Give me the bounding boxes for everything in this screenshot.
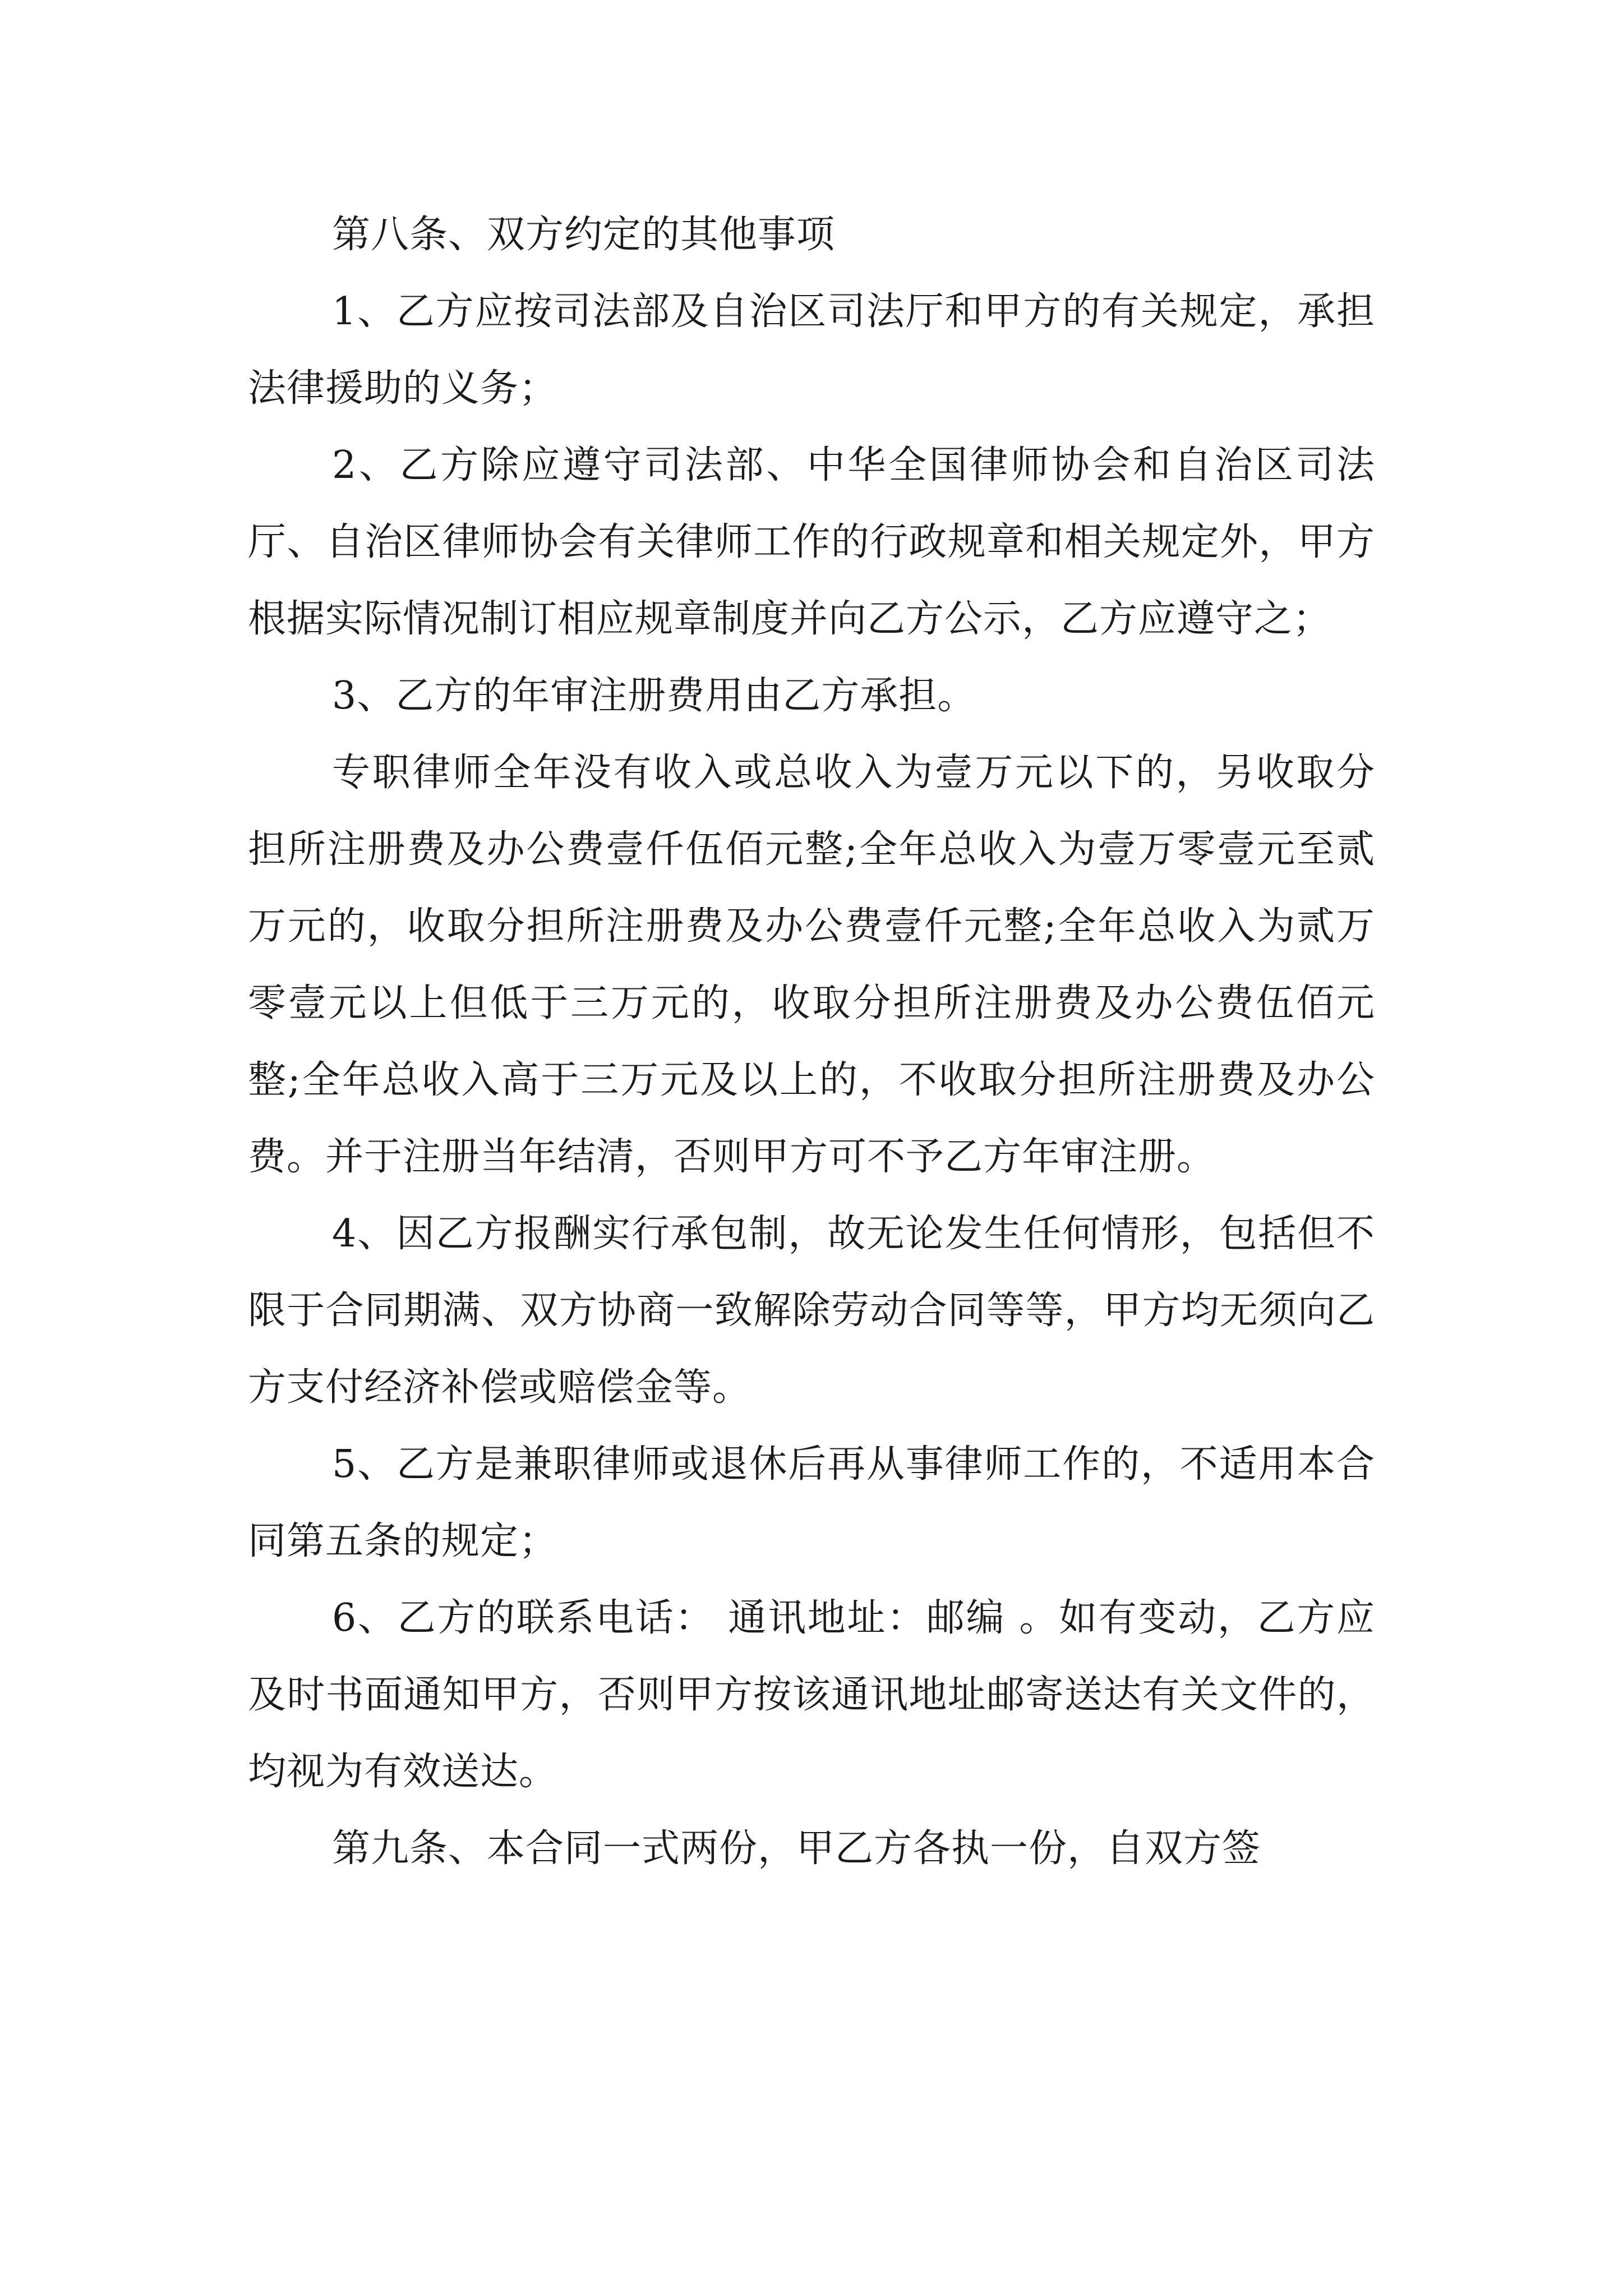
clause-3-paragraph: 3、乙方的年审注册费用由乙方承担。	[332, 674, 976, 718]
clause-1-paragraph: 1、乙方应按司法部及自治区司法厅和甲方的有关规定，承担法律援助的义务；	[248, 289, 1375, 411]
clause-2-paragraph: 2、乙方除应遵守司法部、中华全国律师协会和自治区司法厅、自治区律师协会有关律师工作的行政规章和相关规定外，甲方根据实际情况制订相应规章制度并向乙方公示，乙方应遵守之；	[248, 443, 1375, 641]
clause-4-paragraph: 4、因乙方报酬实行承包制，故无论发生任何情形，包括但不限于合同期满、双方协商一致解除劳动合同等等，甲方均无须向乙方支付经济补偿或赔偿金等。	[248, 1212, 1375, 1410]
fee-schedule-paragraph: 专职律师全年没有收入或总收入为壹万元以下的，另收取分担所注册费及办公费壹仟伍佰元整;全年总收入为壹万零壹元至贰万元的，收取分担所注册费及办公费壹仟元整;全年总收入为贰万零壹元以上但低于三万元的，收取分担所注册费及办公费伍佰元整;全年总收入高于三万元及以上的，不收取分担所注册费及办公费。并于注册当年结清，否则甲方可不予乙方年审注册。	[248, 751, 1375, 1179]
article-8-heading: 第八条、双方约定的其他事项	[332, 213, 836, 257]
clause-5-paragraph: 5、乙方是兼职律师或退休后再从事律师工作的，不适用本合同第五条的规定；	[248, 1442, 1375, 1563]
clause-6-paragraph: 6、乙方的联系电话： 通讯地址：邮编 。如有变动，乙方应及时书面通知甲方，否则甲方按该通讯地址邮寄送达有关文件的，均视为有效送达。	[248, 1596, 1375, 1794]
document-body	[248, 196, 1375, 1887]
article-9-paragraph: 第九条、本合同一式两份，甲乙方各执一份，自双方签	[332, 1826, 1261, 1871]
